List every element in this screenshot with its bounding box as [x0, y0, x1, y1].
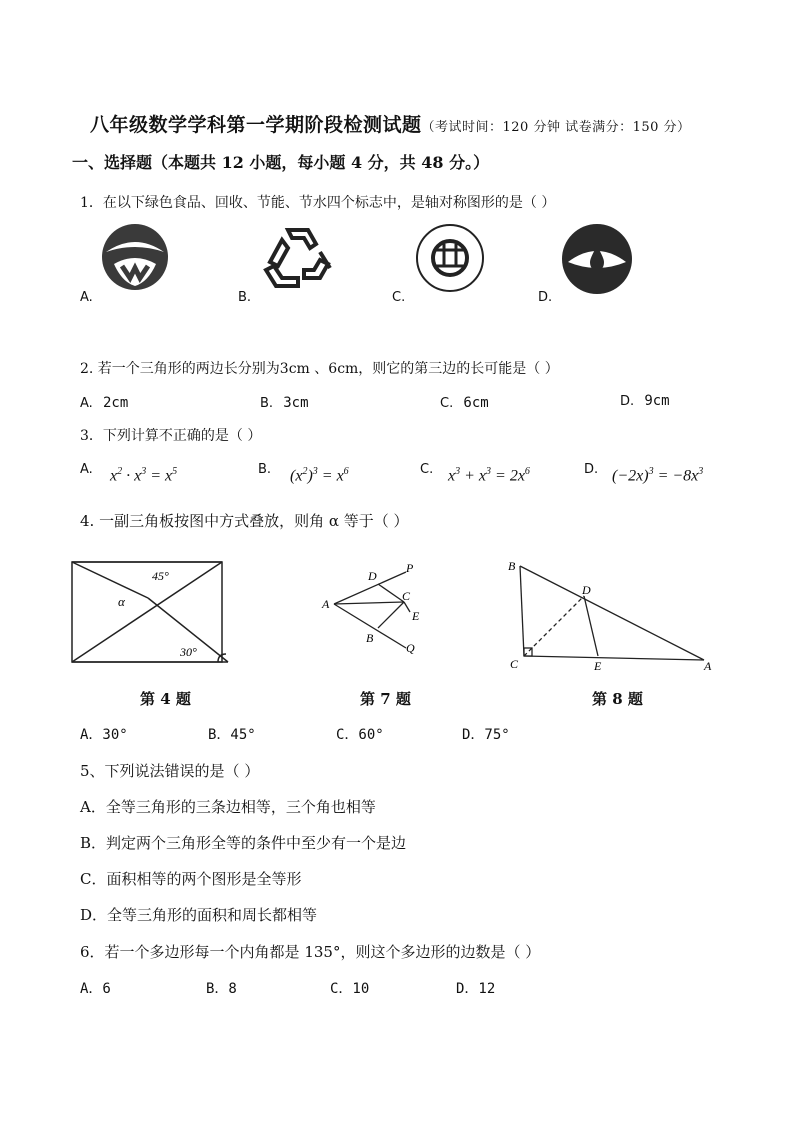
question-4-option-a: A．30°	[80, 727, 128, 743]
question-5-option-a: A．全等三角形的三条边相等，三个角也相等	[80, 798, 376, 816]
fig4-alpha-label: α	[118, 594, 125, 609]
question-2-option-b: B. 3cm	[260, 395, 309, 411]
figure-8-diagram	[504, 556, 724, 674]
exam-title	[90, 110, 691, 137]
question-2-stem: 2. 若一个三角形的两边长分别为3cm 、6cm，则它的第三边的长可能是（ ）	[80, 361, 559, 377]
question-5-option-d: D．全等三角形的面积和周长都相等	[80, 906, 318, 924]
fig8-label-d: D	[582, 583, 591, 597]
exam-title-main: 八年级数学学科第一学期阶段检测试题	[90, 114, 422, 136]
fig7-label-a: A	[322, 597, 330, 611]
fig7-label-q: Q	[406, 641, 415, 655]
figure-7-caption: 第 7 题	[360, 690, 411, 708]
question-3-option-b: B.	[258, 462, 272, 477]
question-4-option-b: B．45°	[208, 727, 256, 743]
fig7-label-e: E	[412, 609, 420, 623]
question-1-stem: 1．在以下绿色食品、回收、节能、节水四个标志中，是轴对称图形的是（ ）	[80, 195, 556, 211]
question-5-option-c: C．面积相等的两个图形是全等形	[80, 870, 302, 888]
question-4-stem: 4. 一副三角板按图中方式叠放，则角 α 等于（ ）	[80, 512, 409, 530]
question-6-option-b: B．8	[206, 981, 237, 997]
question-2-option-c: C. 6cm	[440, 395, 489, 411]
question-6-option-a: A．6	[80, 981, 111, 997]
question-3-stem: 3．下列计算不正确的是（ ）	[80, 428, 262, 444]
fig8-label-a: A	[704, 659, 712, 673]
recycle-logo-icon	[258, 222, 338, 292]
question-1-option-a: A.	[80, 290, 93, 305]
fig7-label-d: D	[368, 569, 377, 583]
question-5-stem: 5、下列说法错误的是（ ）	[80, 762, 260, 780]
question-1-option-d: D.	[538, 290, 553, 305]
question-3-option-d: D.	[584, 462, 599, 477]
question-2-option-a: A. 2cm	[80, 395, 129, 411]
fig4-angle-30-label: 30°	[180, 645, 197, 659]
formula-a: $x^2 \cdot x^3 = x^5$	[110, 466, 178, 485]
green-food-logo-icon	[100, 222, 170, 292]
question-6-option-c: C．10	[330, 981, 370, 997]
fig7-label-c: C	[402, 589, 411, 603]
question-1-option-c: C.	[392, 290, 406, 305]
question-3-option-a: A.	[80, 462, 93, 477]
question-4-option-c: C．60°	[336, 727, 384, 743]
question-1-option-b: B.	[238, 290, 252, 305]
formula-c: $x^3 + x^3 = 2x^6$	[448, 466, 530, 485]
fig7-label-p: P	[406, 561, 414, 575]
water-saving-logo-icon	[560, 222, 634, 296]
question-2-option-d: D. 9cm	[620, 393, 670, 409]
exam-title-sub: （考试时间：120 分钟 试卷满分：150 分）	[421, 120, 691, 135]
figure-4-caption: 第 4 题	[140, 690, 191, 708]
fig4-angle-45-label: 45°	[152, 569, 169, 583]
question-3-option-c: C.	[420, 462, 434, 477]
fig8-label-c: C	[510, 657, 519, 671]
figure-8-caption: 第 8 题	[592, 690, 643, 708]
question-6-stem: 6．若一个多边形每一个内角都是 135°，则这个多边形的边数是（ ）	[80, 943, 541, 961]
formula-b: $(x^2)^3 = x^6$	[290, 466, 349, 485]
figure-4-diagram	[68, 558, 238, 668]
fig8-label-e: E	[594, 659, 602, 673]
figure-7-diagram	[318, 560, 428, 660]
fig7-label-b: B	[366, 631, 374, 645]
section-heading: 一、选择题（本题共 12 小题，每小题 4 分，共 48 分。）	[72, 153, 490, 172]
formula-d: $(-2x)^3 = -8x^3$	[612, 466, 704, 485]
fig8-label-b: B	[508, 559, 516, 573]
question-5-option-b: B．判定两个三角形全等的条件中至少有一个是边	[80, 834, 407, 852]
question-6-option-d: D．12	[456, 981, 496, 997]
question-4-option-d: D．75°	[462, 727, 510, 743]
energy-saving-logo-icon	[414, 222, 486, 294]
